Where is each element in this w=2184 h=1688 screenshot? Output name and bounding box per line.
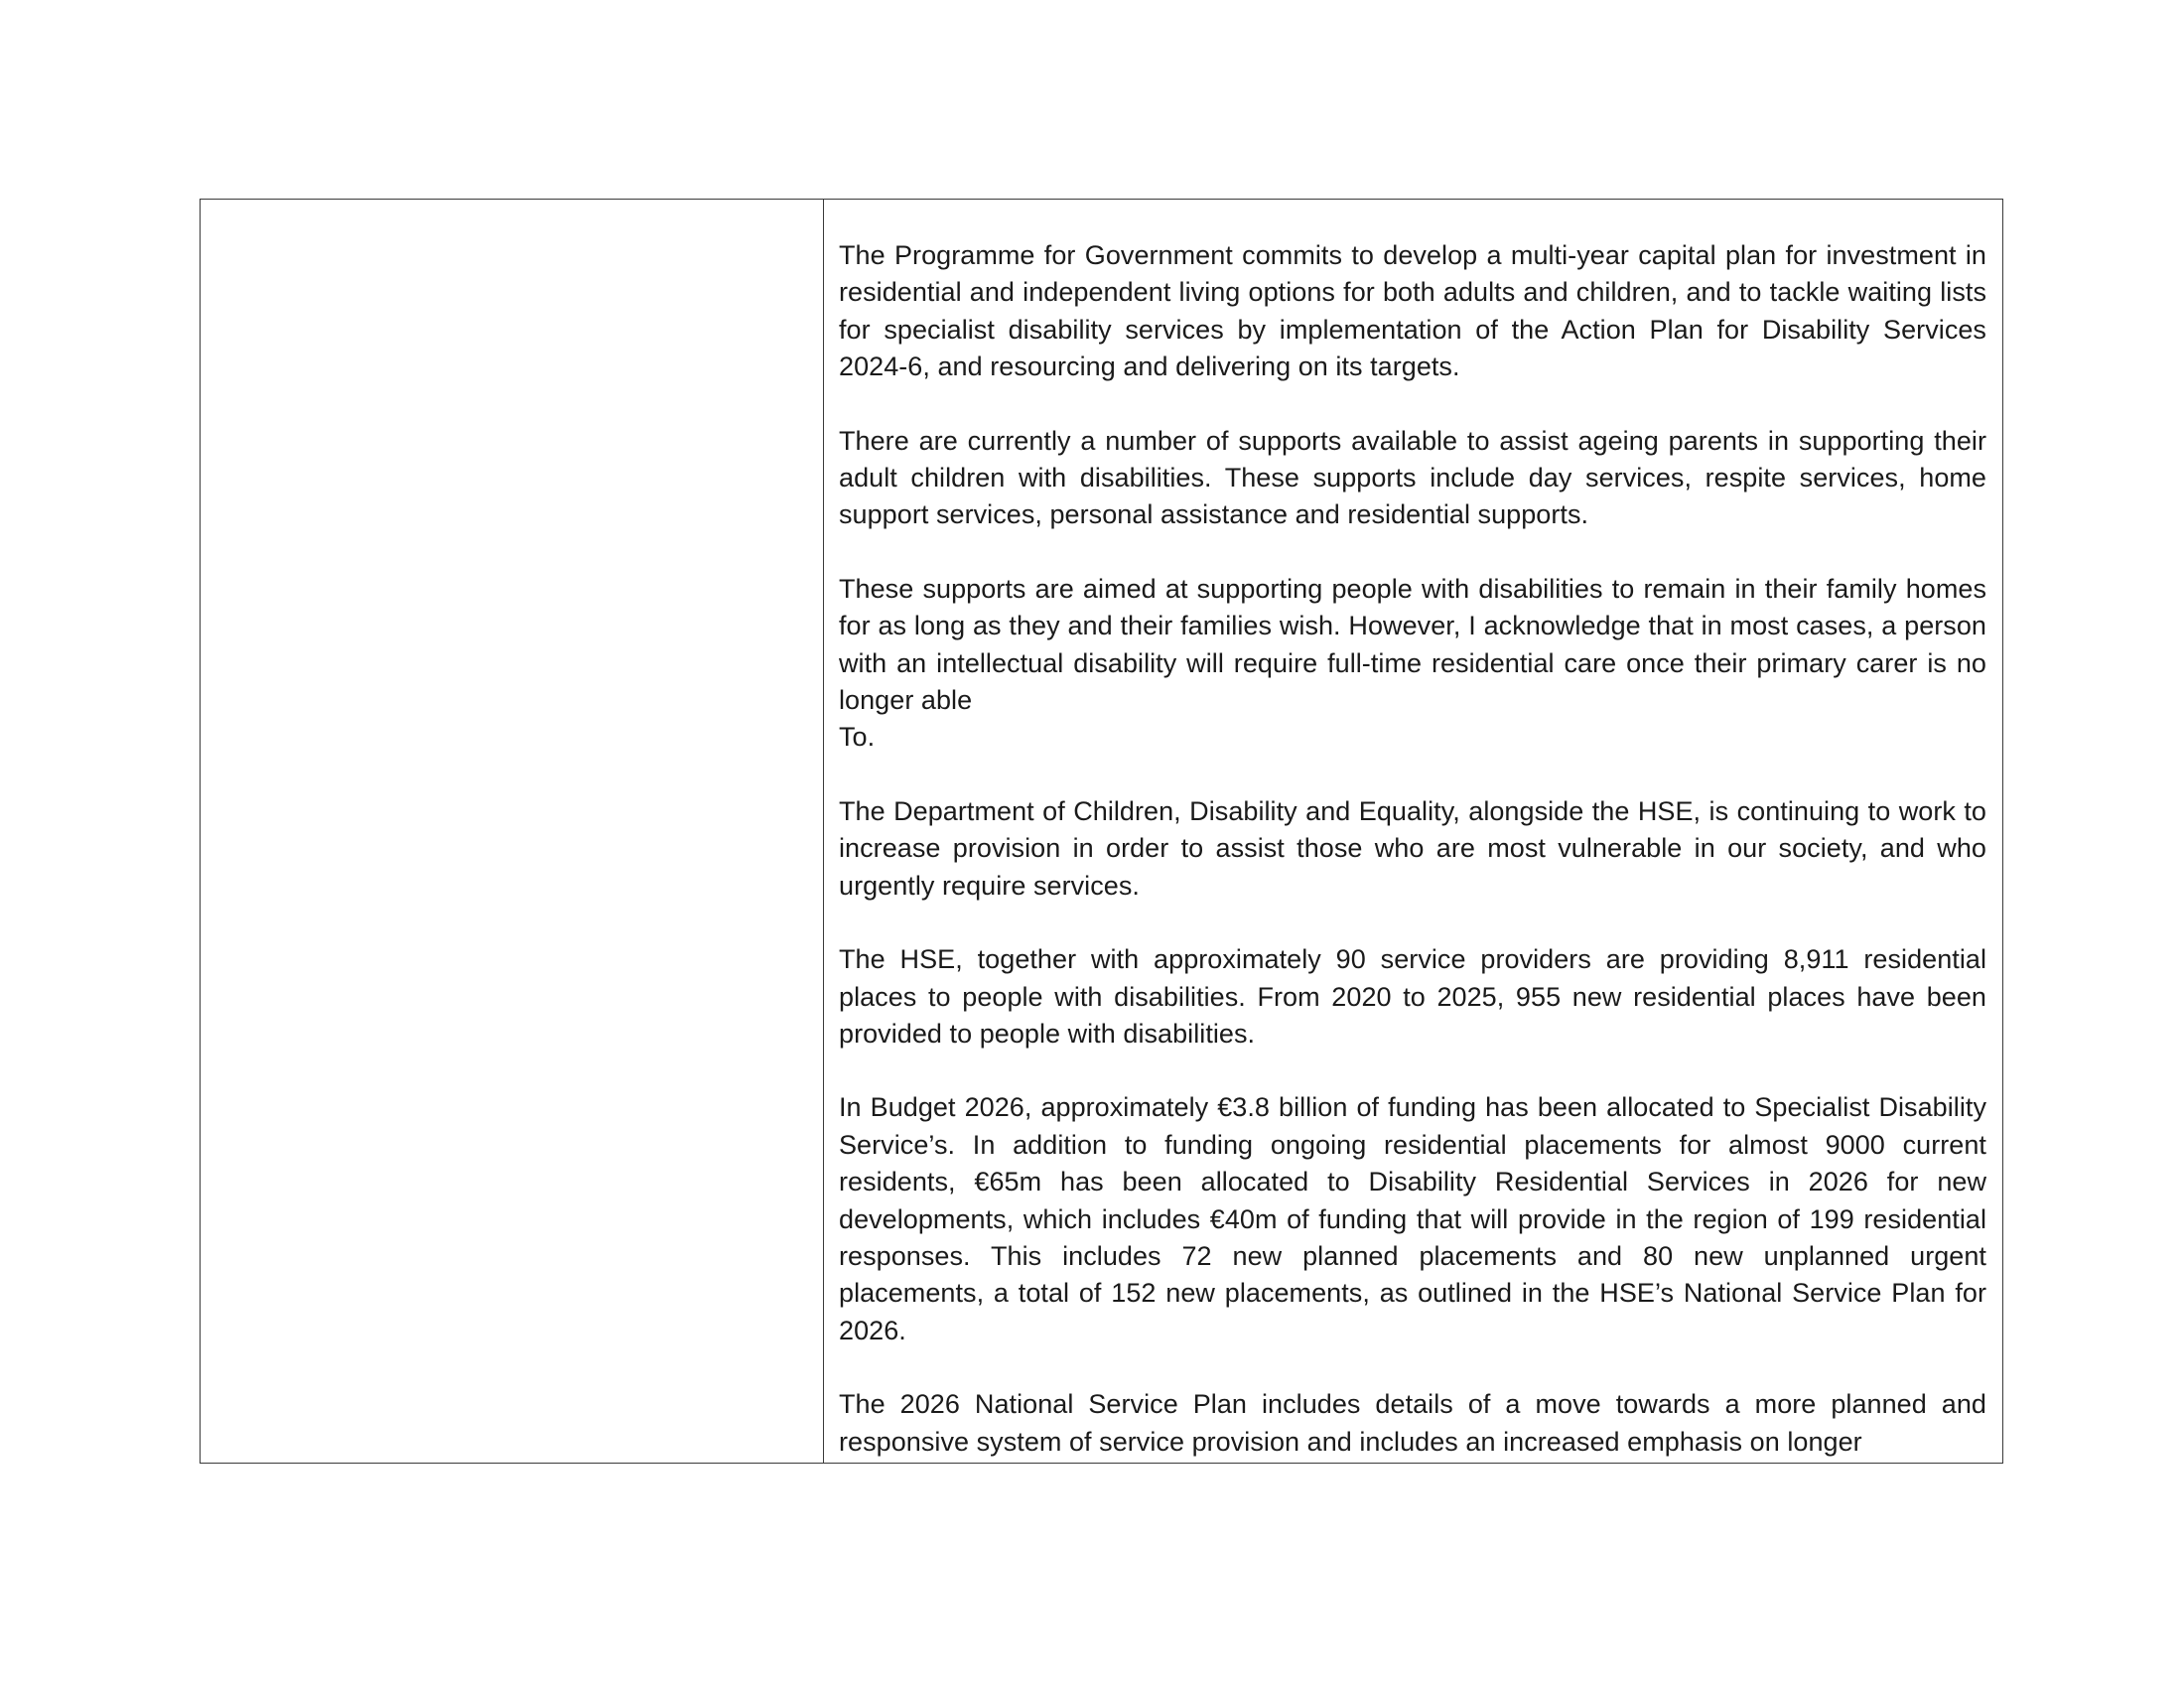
paragraph-budget-2026: In Budget 2026, approximately €3.8 billion of funding has been allocated to Specialist Disability Service’s. In addition to funding ongoing residential placements for almost 9000 current residents, €65m has been allocated to Disability Residential Services in 2026 for new developments, which includes €40m of funding that will provide in the region of 199 residential responses. This includes 72 new planned placements and 80 new unplanned urgent placements, a total of 152 new placements, as outlined in the HSE’s National Service Plan for 2026.	[839, 1092, 1986, 1345]
paragraph-supports-available: There are currently a number of supports available to assist ageing parents in supporting their adult children with disabilities. These supports include day services, respite services, home support services, personal assistance and residential supports.	[839, 425, 1986, 530]
paragraph-hse-residential-places: The HSE, together with approximately 90 service providers are providing 8,911 residential places to people with disabilities. From 2020 to 2025, 955 new residential places have been provided to people with disabilities.	[839, 944, 1986, 1049]
paragraph-family-homes	[839, 571, 1986, 757]
paragraph-programme-for-government: The Programme for Government commits to develop a multi-year capital plan for investment in residential and independent living options for both adults and children, and to tackle waiting lists for specialist disability services by implementation of the Action Plan for Disability Services 2024-6, and resourcing and delivering on its targets.	[839, 240, 1986, 382]
document-table	[200, 199, 2003, 1464]
paragraph-family-homes-tail: To.	[839, 722, 876, 753]
paragraph-national-service-plan: The 2026 National Service Plan includes details of a move towards a more planned and responsive system of service provision and includes an increased emphasis on longer	[839, 1389, 1986, 1457]
paragraph-department-provision: The Department of Children, Disability and Equality, alongside the HSE, is continuing to work to increase provision in order to assist those who are most vulnerable in our society, and who urgently require services.	[839, 795, 1986, 901]
table-cell-right	[824, 200, 2002, 1463]
paragraph-family-homes-text: These supports are aimed at supporting people with disabilities to remain in their family homes for as long as they and their families wish. However, I acknowledge that in most cases, a person with an intellectual disability will require full-time residential care once their primary carer is no longer able	[839, 573, 1986, 716]
table-cell-left	[201, 200, 824, 1463]
